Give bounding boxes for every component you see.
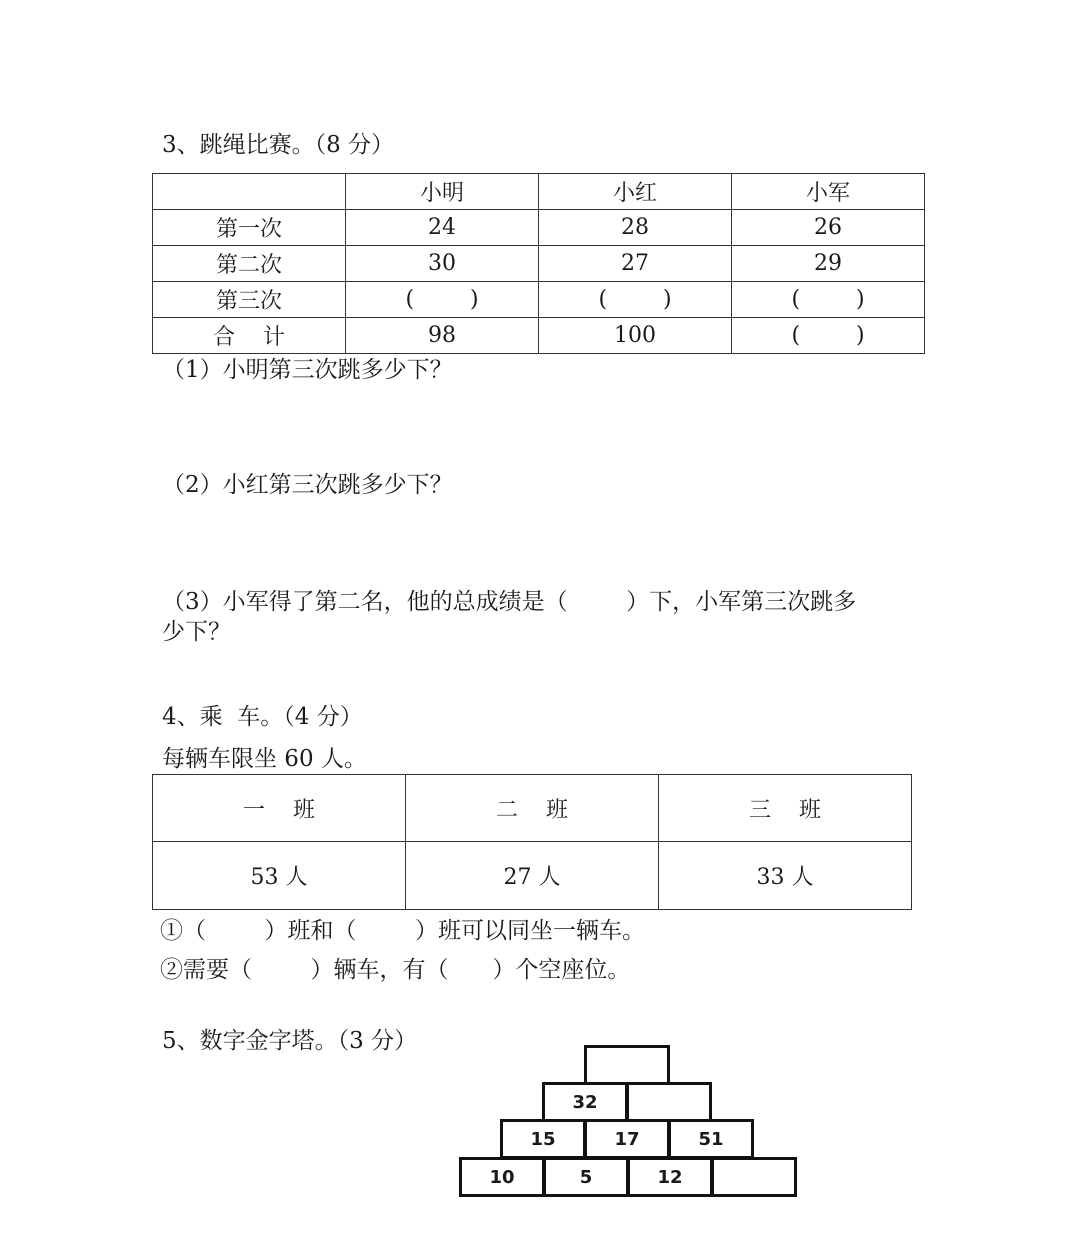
table-row [153,210,925,246]
q3-title: 3、跳绳比赛。（8 分） [162,132,395,158]
table-row [153,246,925,282]
answer-blank-cell: ( ) [539,282,732,318]
pyramid-brick: 32 [542,1082,628,1122]
table-cell: 29 [732,246,925,282]
table-cell: 100 [539,318,732,354]
row-label: 第三次 [153,282,346,318]
header-cell-empty [153,174,346,210]
header-cell-class2: 二 班 [406,775,659,842]
q3-sub2: （2）小红第三次跳多少下？ [162,472,453,498]
pyramid-brick [584,1045,670,1085]
answer-blank-cell: ( ) [732,282,925,318]
row-label: 第一次 [153,210,346,246]
header-cell-class3: 三 班 [659,775,912,842]
table-row [153,282,925,318]
table-header-row [153,174,925,210]
pyramid-brick: 51 [668,1119,754,1159]
pyramid-brick [711,1157,797,1197]
pyramid-brick [626,1082,712,1122]
jump-rope-table [152,173,925,354]
table-cell: 30 [346,246,539,282]
table-cell: 27 [539,246,732,282]
header-cell-class1: 一 班 [153,775,406,842]
header-cell-xiaojun: 小军 [732,174,925,210]
q4-note: 每辆车限坐 60 人。 [162,746,367,772]
q5-title: 5、数字金字塔。（3 分） [162,1028,418,1054]
pyramid-brick: 17 [584,1119,670,1159]
table-cell: 33 人 [659,842,912,910]
q4-title: 4、乘 车。（4 分） [162,704,363,730]
table-cell: 98 [346,318,539,354]
header-cell-xiaohong: 小红 [539,174,732,210]
answer-blank-cell: ( ) [346,282,539,318]
table-cell: 53 人 [153,842,406,910]
row-label: 第二次 [153,246,346,282]
table-header-row [153,775,912,842]
q3-sub3-line2: 少下？ [162,619,231,645]
class-table [152,774,912,910]
pyramid-brick: 12 [627,1157,713,1197]
pyramid-brick: 10 [459,1157,545,1197]
table-cell: 27 人 [406,842,659,910]
pyramid-brick: 5 [543,1157,629,1197]
pyramid-brick: 15 [500,1119,586,1159]
table-row [153,842,912,910]
answer-blank-cell: ( ) [732,318,925,354]
table-row-total [153,318,925,354]
table-cell: 24 [346,210,539,246]
q4-line1: ①（ ）班和（ ）班可以同坐一辆车。 [160,918,645,944]
table-cell: 26 [732,210,925,246]
row-label: 合 计 [153,318,346,354]
q4-line2: ②需要（ ）辆车，有（ ）个空座位。 [160,957,631,983]
header-cell-xiaoming: 小明 [346,174,539,210]
q3-sub3-line1: （3）小军得了第二名，他的总成绩是（ ）下，小军第三次跳多 [162,589,857,615]
table-cell: 28 [539,210,732,246]
q3-sub1: （1）小明第三次跳多少下？ [162,357,453,383]
